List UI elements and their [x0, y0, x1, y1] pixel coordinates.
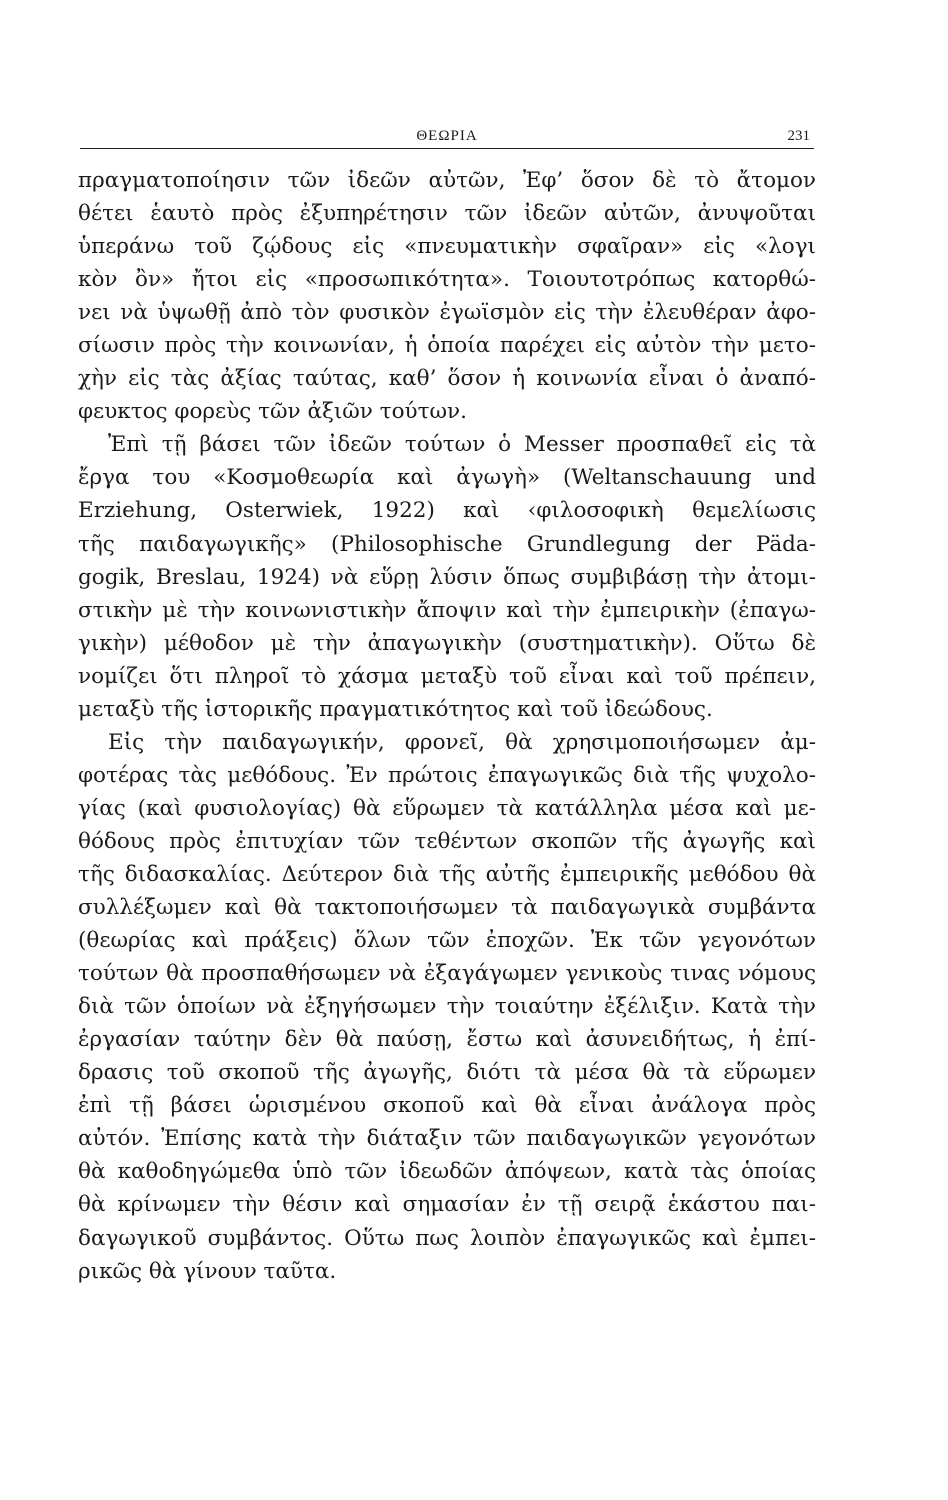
page-number: 231: [787, 128, 810, 144]
text-line: φευκτος φορεὺς τῶν ἀξιῶν τούτων.: [78, 399, 467, 425]
text-line: γίας (καὶ φυσιολογίας) θὰ εὕρωμεν τὰ κατάλληλα μέσα καὶ με-: [78, 795, 816, 821]
text-line: συλλέξωμεν καὶ θὰ τακτοποιήσωμεν τὰ παιδαγωγικὰ συμβάντα: [78, 895, 816, 921]
text-line: τῆς παιδαγωγικῆς» (Philosophische Grundlegung der Päda-: [78, 531, 816, 557]
text-line: δαγωγικοῦ συμβάντος. Οὕτω πως λοιπὸν ἐπαγωγικῶς καὶ ἐμπει-: [78, 1225, 816, 1251]
text-line: θόδους πρὸς ἐπιτυχίαν τῶν τεθέντων σκοπῶν τῆς ἀγωγῆς καὶ: [78, 828, 816, 854]
text-line: ὑπεράνω τοῦ ζῴδους εἰς «πνευματικὴν σφαῖραν» εἰς «λογι: [78, 234, 816, 260]
text-line: Erziehung, Osterwiek, 1922) καὶ ‹φιλοσοφικὴ θεμελίωσις: [78, 498, 816, 524]
text-line: ἐπὶ τῇ βάσει ὡρισμένου σκοποῦ καὶ θὰ εἶναι ἀνάλογα πρὸς: [78, 1093, 816, 1119]
text-line: μεταξὺ τῆς ἱστορικῆς πραγματικότητος καὶ τοῦ ἰδεώδους.: [78, 696, 713, 722]
text-line: ἐργασίαν ταύτην δὲν θὰ παύσῃ, ἔστω καὶ ἀσυνειδήτως, ἡ ἐπί-: [78, 1027, 816, 1053]
text-line: κὸν ὂν» ἤτοι εἰς «προσωπικότητα». Τοιουτοτρόπως κατορθώ-: [78, 267, 816, 293]
text-line: δρασις τοῦ σκοποῦ τῆς ἀγωγῆς, διότι τὰ μέσα θὰ τὰ εὕρωμεν: [78, 1060, 816, 1086]
text-line: τῆς διδασκαλίας. Δεύτερον διὰ τῆς αὐτῆς ἐμπειρικῆς μεθόδου θὰ: [78, 861, 816, 887]
text-line: αὐτόν. Ἐπίσης κατὰ τὴν διάταξιν τῶν παιδαγωγικῶν γεγονότων: [78, 1126, 816, 1152]
text-line: τούτων θὰ προσπαθήσωμεν νὰ ἐξαγάγωμεν γενικοὺς τινας νόμους: [78, 961, 816, 987]
text-line: διὰ τῶν ὁποίων νὰ ἐξηγήσωμεν τὴν τοιαύτην ἐξέλιξιν. Κατὰ τὴν: [78, 994, 816, 1020]
text-line: σίωσιν πρὸς τὴν κοινωνίαν, ἡ ὁποία παρέχει εἰς αὐτὸν τὴν μετο-: [78, 333, 816, 359]
text-line: Ἐπὶ τῇ βάσει τῶν ἰδεῶν τούτων ὁ Messer προσπαθεῖ εἰς τὰ: [108, 432, 816, 458]
text-line: πραγματοποίησιν τῶν ἰδεῶν αὐτῶν, Ἐφ’ ὅσον δὲ τὸ ἄτομον: [78, 168, 816, 193]
header-rule: [80, 148, 814, 149]
text-line: θέτει ἑαυτὸ πρὸς ἐξυπηρέτησιν τῶν ἰδεῶν αὐτῶν, ἀνυψοῦται: [78, 201, 816, 227]
text-line: χὴν εἰς τὰς ἀξίας ταύτας, καθ’ ὅσον ἡ κοινωνία εἶναι ὁ ἀναπό-: [78, 366, 816, 392]
text-line: ἔργα του «Κοσμοθεωρία καὶ ἀγωγὴ» (Weltanschauung und: [78, 465, 816, 491]
text-line: Εἰς τὴν παιδαγωγικήν, φρονεῖ, θὰ χρησιμοποιήσωμεν ἀμ-: [108, 729, 816, 755]
text-line: γικὴν) μέθοδον μὲ τὴν ἀπαγωγικὴν (συστηματικὴν). Οὕτω δὲ: [78, 630, 816, 656]
text-line: στικὴν μὲ τὴν κοινωνιστικὴν ἄποψιν καὶ τὴν ἐμπειρικὴν (ἐπαγω-: [78, 597, 816, 623]
running-head: [80, 124, 814, 150]
text-line: νει νὰ ὑψωθῇ ἀπὸ τὸν φυσικὸν ἐγωϊσμὸν εἰς τὴν ἐλευθέραν ἀφο-: [78, 300, 816, 326]
body-text: [78, 164, 816, 1288]
text-line: νομίζει ὅτι πληροῖ τὸ χάσμα μεταξὺ τοῦ εἶναι καὶ τοῦ πρέπειν,: [78, 663, 816, 689]
running-head-title: ΘΕΩΡΙΑ: [416, 128, 478, 144]
text-line: ρικῶς θὰ γίνουν ταῦτα.: [78, 1258, 337, 1284]
text-line: (θεωρίας καὶ πράξεις) ὅλων τῶν ἐποχῶν. Ἐκ τῶν γεγονότων: [78, 928, 816, 954]
text-line: φοτέρας τὰς μεθόδους. Ἐν πρώτοις ἐπαγωγικῶς διὰ τῆς ψυχολο-: [78, 762, 816, 788]
text-line: θὰ κρίνωμεν τὴν θέσιν καὶ σημασίαν ἐν τῇ σειρᾷ ἑκάστου παι-: [78, 1192, 816, 1218]
text-line: gogik, Breslau, 1924) νὰ εὕρῃ λύσιν ὅπως συμβιβάσῃ τὴν ἀτομι-: [78, 564, 816, 590]
text-line: θὰ καθοδηγώμεθα ὑπὸ τῶν ἰδεωδῶν ἀπόψεων, κατὰ τὰς ὁποίας: [78, 1159, 816, 1185]
